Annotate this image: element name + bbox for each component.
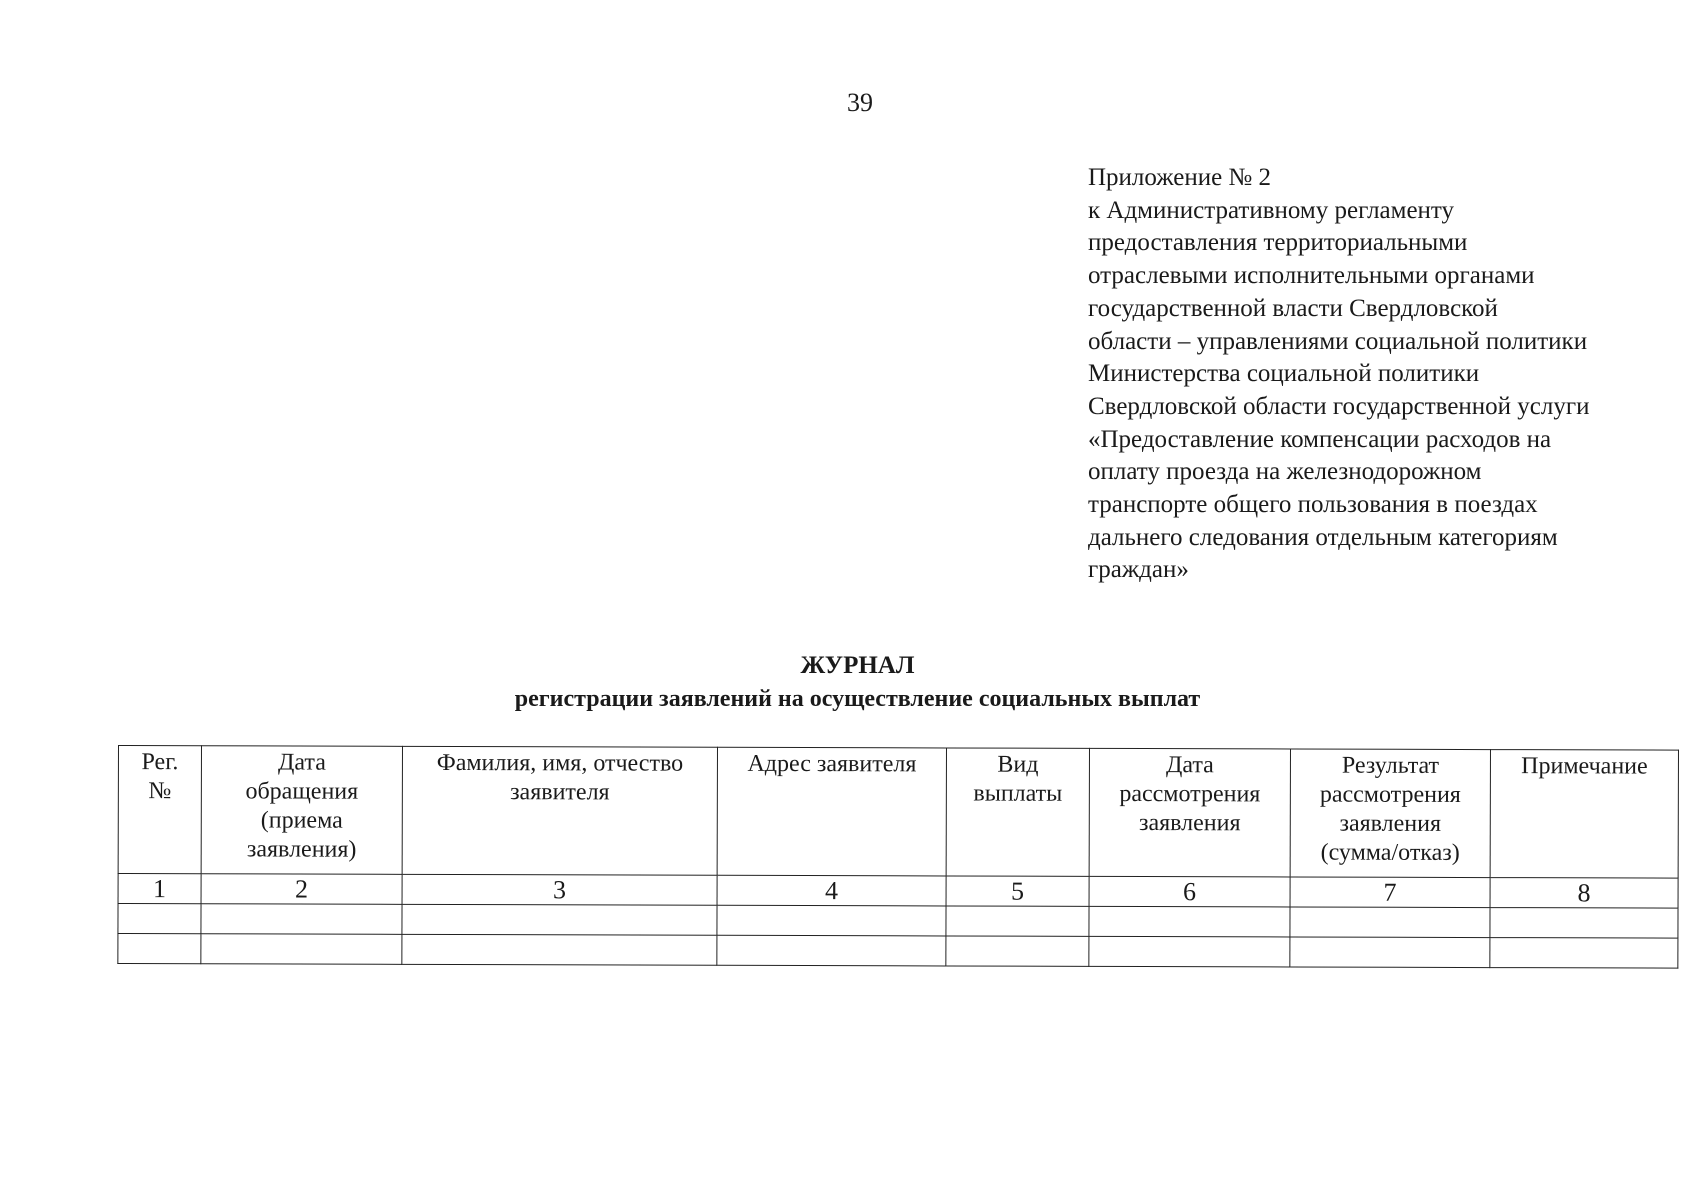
appendix-line: отраслевыми исполнительными органами — [1088, 262, 1535, 290]
journal-subtitle: регистрации заявлений на осуществление социальных выплат — [514, 686, 1201, 712]
journal-title: ЖУРНАЛ — [800, 652, 915, 679]
table-cell — [1089, 936, 1290, 967]
table-row — [118, 904, 1678, 939]
table-cell — [1490, 938, 1678, 969]
column-number: 7 — [1290, 877, 1490, 908]
appendix-line: дальнего следования отдельным категориям — [1088, 523, 1558, 551]
appendix-line: транспорте общего пользования в поездах — [1088, 491, 1538, 519]
page-number: 39 — [847, 88, 873, 117]
table-cell — [118, 934, 201, 964]
column-number: 8 — [1490, 878, 1678, 909]
appendix-line: к Административному регламенту — [1088, 196, 1455, 224]
appendix-line: предоставления территориальными — [1088, 229, 1468, 257]
appendix-line: Приложение № 2 — [1088, 164, 1272, 191]
table-row — [118, 934, 1678, 969]
appendix-line: области – управлениями социальной политики — [1088, 327, 1588, 355]
table-cell — [1290, 907, 1490, 938]
column-number: 6 — [1089, 876, 1290, 907]
appendix-line: оплату проезда на железнодорожном — [1088, 458, 1482, 486]
column-header-request-date: Дата обращения (приема заявления) — [201, 746, 402, 875]
column-header-applicant-address: Адрес заявителя — [717, 747, 946, 876]
table-cell — [946, 906, 1089, 936]
column-header-review-result: Результат рассмотрения заявления (сумма/отказ) — [1290, 749, 1490, 878]
column-header-note: Примечание — [1490, 750, 1678, 879]
table-cell — [118, 904, 201, 934]
table-cell — [1089, 906, 1290, 937]
appendix-note — [1088, 162, 1688, 587]
appendix-line: Министерства социальной политики — [1088, 360, 1480, 388]
column-number: 5 — [946, 876, 1089, 906]
table-cell — [1290, 937, 1490, 968]
table-cell — [402, 904, 717, 935]
column-header-reg-no: Рег. № — [118, 746, 201, 874]
column-number: 1 — [118, 874, 201, 904]
column-number: 4 — [717, 875, 946, 906]
appendix-line: граждан» — [1088, 556, 1189, 584]
table-header-row — [118, 746, 1678, 879]
table-cell — [717, 905, 946, 936]
table-cell — [201, 904, 402, 935]
appendix-line: Свердловской области государственной услуги — [1088, 392, 1590, 420]
table-cell — [717, 935, 946, 966]
table-cell — [201, 934, 402, 965]
column-header-payment-type: Вид выплаты — [946, 748, 1089, 876]
column-header-applicant-name: Фамилия, имя, отчество заявителя — [402, 746, 717, 875]
column-number: 3 — [402, 874, 717, 905]
table-cell — [1490, 908, 1678, 939]
column-header-review-date: Дата рассмотрения заявления — [1089, 748, 1290, 877]
appendix-line: «Предоставление компенсации расходов на — [1088, 425, 1552, 453]
table-column-number-row — [118, 874, 1678, 909]
column-number: 2 — [201, 874, 402, 905]
journal-table — [117, 745, 1679, 969]
appendix-line: государственной власти Свердловской — [1088, 294, 1498, 322]
table-cell — [946, 936, 1089, 966]
table-cell — [402, 934, 717, 965]
